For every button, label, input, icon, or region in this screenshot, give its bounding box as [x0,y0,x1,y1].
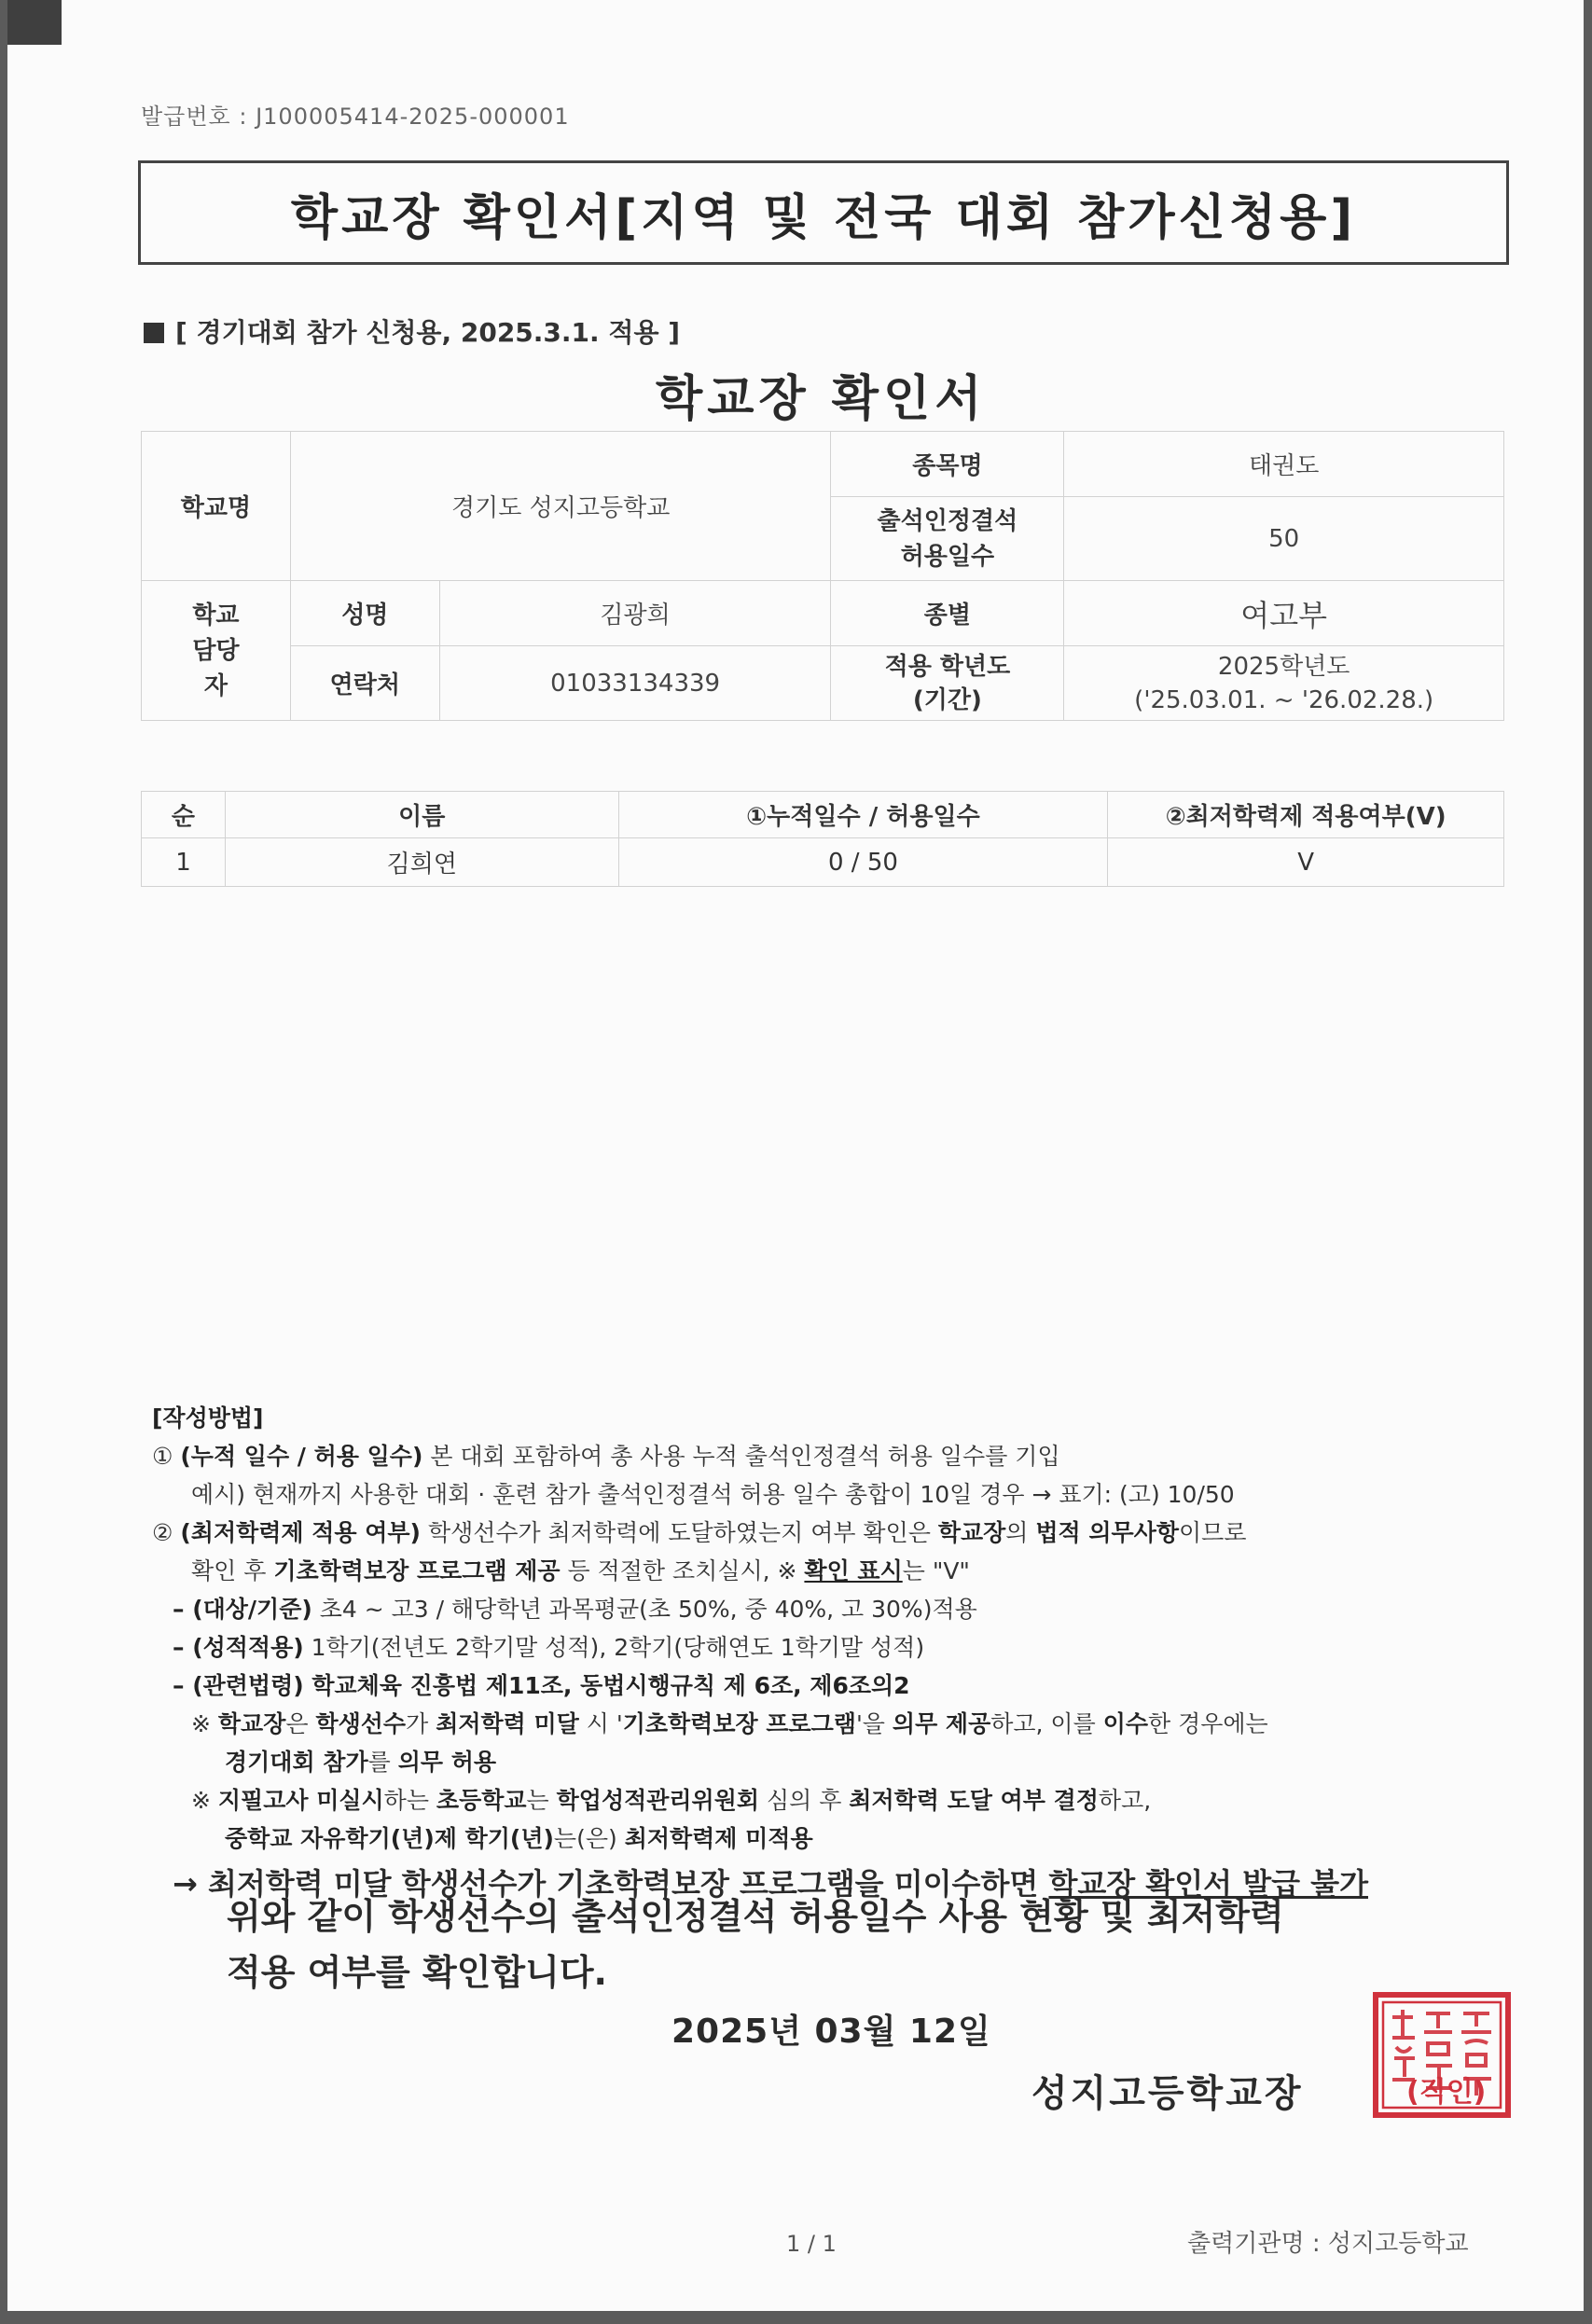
method-line-7: – (관련법령) 학교체육 진흥법 제11조, 동법시행규칙 제 6조, 제6조의2 [173,1672,910,1699]
period-value [1064,646,1504,721]
scan-edge [7,0,62,45]
row-minimum: V [1108,838,1504,887]
method-line-4: 확인 후 기초학력보장 프로그램 제공 등 적절한 조치실시, ※ 확인 표시는 "V" [191,1557,970,1584]
method-line-11: 중학교 자유학기(년)제 학기(년)는(은) 최저학력제 미적용 [225,1825,813,1852]
document-heading-box [138,160,1509,265]
row-days: 0 / 50 [618,838,1108,887]
sport-label: 종목명 [831,432,1064,497]
manager-name-label: 성명 [290,581,439,646]
seq-header: 순 [142,792,226,838]
manager-name-value: 김광희 [439,581,831,646]
name-header: 이름 [225,792,618,838]
school-name-label: 학교명 [142,432,291,581]
contact-value: 01033134339 [439,646,831,721]
method-line-8: ※ 학교장은 학생선수가 최저학력 미달 시 '기초학력보장 프로그램'을 의무 제공하고, 이를 이수한 경우에는 [191,1710,1268,1737]
document-heading: 학교장 확인서[지역 및 전국 대회 참가신청용] [290,189,1357,246]
row-name: 김희연 [225,838,618,887]
document-title: 학교장 확인서 [656,371,987,427]
period-year: 2025학년도 [1217,652,1350,681]
page-number: 1 / 1 [786,2231,837,2257]
method-line-3: ② (최저학력제 적용 여부) 학생선수가 최저학력에 도달하였는지 여부 확인은 학교장의 법적 의무사항이므로 [152,1519,1247,1546]
issue-number: 발급번호 : J100005414-2025-000001 [141,104,570,130]
days-header: ①누적일수 / 허용일수 [618,792,1108,838]
method-heading: [작성방법] [152,1404,264,1432]
category-value: 여고부 [1064,581,1504,646]
contact-label: 연락처 [290,646,439,721]
application-note-text: [ 경기대회 참가 신청용, 2025.3.1. 적용 ] [175,317,681,348]
confirmation-line-1: 위와 같이 학생선수의 출석인정결석 허용일수 사용 현황 및 최저학력 [227,1896,1284,1937]
seal-mark: (직인) [1406,2076,1487,2109]
method-line-1: ① (누적 일수 / 허용 일수) 본 대회 포함하여 총 사용 누적 출석인정결석 허용 일수를 기입 [152,1443,1060,1470]
method-line-6: – (성적적용) 1학기(전년도 2학기말 성적), 2학기(당해연도 1학기말 성적) [173,1634,925,1661]
category-label: 종별 [831,581,1064,646]
method-line-10: ※ 지필고사 미실시하는 초등학교는 학업성적관리위원회 심의 후 최저학력 도달 여부 결정하고, [191,1787,1152,1814]
confirmation-line-2: 적용 여부를 확인합니다. [227,1952,607,1993]
minimum-header: ②최저학력제 적용여부(V) [1108,792,1504,838]
absence-days-label: 출석인정결석 허용일수 [831,497,1064,581]
method-line-2: 예시) 현재까지 사용한 대회 · 훈련 참가 출석인정결석 허용 일수 총합이 10일 경우 → 표기: (고) 10/50 [191,1481,1235,1508]
method-line-5: – (대상/기준) 초4 ~ 고3 / 해당학년 과목평균(초 50%, 중 40%, 고 30%)적용 [173,1596,977,1623]
writing-method [152,1399,1368,1903]
principal-name: 성지고등학교장 [1031,2072,1304,2115]
application-note [144,312,680,350]
period-range: ('25.03.01. ~ '26.02.28.) [1134,685,1434,714]
row-seq: 1 [142,838,226,887]
method-line-9: 경기대회 참가를 의무 허용 [225,1749,497,1776]
square-bullet-icon [144,323,164,343]
manager-label: 학교 담당자 [142,581,291,721]
method-line-12: → 최저학력 미달 학생선수가 기초학력보장 프로그램을 미이수하면 학교장 확인서 발급 불가 [173,1866,1368,1902]
school-name-value: 경기도 성지고등학교 [290,432,831,581]
table-row [142,838,1504,887]
info-table [141,431,1504,721]
absence-days-value: 50 [1064,497,1504,581]
athlete-table [141,791,1504,887]
confirmation-statement [227,1888,1284,2000]
issue-date: 2025년 03월 12일 [671,2013,991,2051]
output-organization: 출력기관명 : 성지고등학교 [1187,2230,1469,2258]
period-label: 적용 학년도 (기간) [831,646,1064,721]
sport-value: 태권도 [1064,432,1504,497]
document-sheet [7,0,1584,2311]
